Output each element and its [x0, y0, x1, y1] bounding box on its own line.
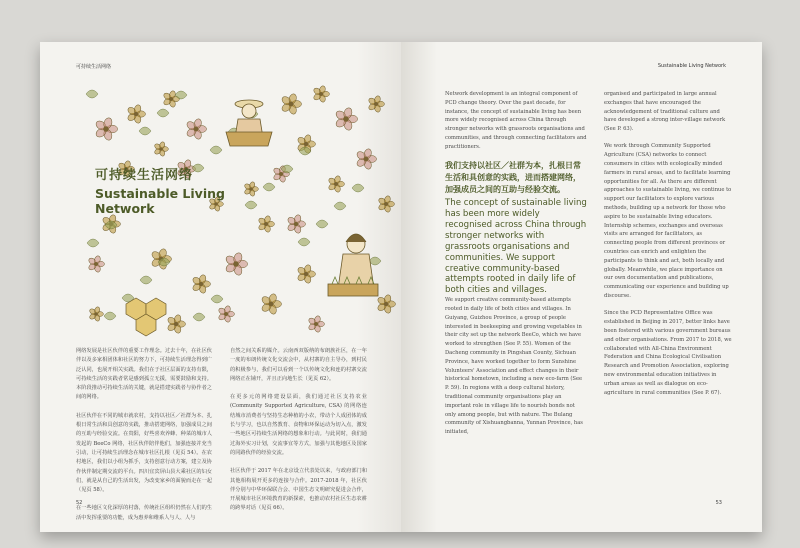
paragraph: 社区伙伴在不同的城市就农村，支持以社区／社群为本、扎根日常生活和具创意的实践，推动搭建网络，加强成员之间的互助与经验交流。在贵阳，好些喜欢养蜂、种菜的城市人发起的 BeeCo 网络，社区伙伴陪伴他们，加强连接并充当引动，让可持续生活理念在城市社区扎根（见页 54）。在农村地区，我们以小组为抓手，支持创意行动方案，建立及协作伙伴制定期交流的平台。四川宜宾屏山县大乘社区的妇女们，就是从自己的生活出发，为改变家乡的面貌而走在一起（见页 58）。 — [76, 412, 212, 494]
leaf-icon — [157, 109, 169, 117]
flower-icon — [185, 118, 206, 140]
leaf-icon — [334, 202, 346, 210]
page-number-left: 52 — [76, 500, 83, 506]
flower-icon — [328, 175, 345, 193]
leaf-icon — [104, 312, 116, 320]
left-page — [40, 42, 401, 532]
paragraph: 在一些地区文化深厚的村落，传统社区组织仍然在人们的生活中发挥重要的功能，成为惠养和维系人与人、人与 — [76, 505, 212, 521]
flower-icon — [260, 293, 281, 315]
running-head-left: 可持续生活网络 — [76, 64, 112, 70]
flower-icon — [258, 215, 275, 233]
leaf-icon — [140, 276, 152, 284]
chinese-body-column-2 — [230, 347, 367, 523]
leaf-icon — [86, 90, 98, 98]
flower-icon — [368, 95, 385, 113]
flower-icon — [378, 195, 395, 213]
leaf-icon — [211, 295, 223, 303]
right-page — [401, 42, 762, 532]
gardener-figure-top — [226, 100, 272, 146]
leaf-icon — [87, 239, 99, 247]
flower-icon — [154, 141, 169, 156]
flower-icon — [88, 255, 105, 273]
flower-icon — [127, 104, 146, 124]
paragraph: 在更多元的网络建设层面，我们通过社区支持农业 (Community Supported Agriculture, CSA) 的网络连结城市消费者与坚持生态种植的小农，带动个人成团体的成长与学习，也以自然教育、食物和环保运动为切入点，激发一些地区可持续生活网络的想象和行动。与此同时，我们通过海外实习计划，交流事宜等方式，加强与其他地区及国家的同路伙伴的经验交流。 — [230, 394, 367, 456]
leaf-icon — [352, 184, 364, 192]
flower-icon — [308, 315, 325, 333]
leaf-icon — [263, 183, 275, 191]
flower-icon — [287, 214, 306, 234]
leaf-icon — [139, 127, 151, 135]
flower-icon — [224, 252, 247, 276]
flower-icon — [94, 117, 117, 141]
paragraph: We work through Community Supported Agriculture (CSA) networks to connect consumers in cities with ecologically minded farmers in rural areas, and to facilitate learning opportunities for all. As there are different approaches to sustainable living, we continue to support our facilitators to explore various methods, building up a network for those who aspire to be sustainable living educators. Internship schemes, exchanges and overseas visits are arranged for facilitators, as connecting people from different provinces or countries can enrich and enlighten the participants to think and act, both locally and globally. Meanwhile, we place importance on our own documentation and publications, communicating our experience and building up discourse. — [604, 143, 732, 300]
paragraph: Network development is an integral component of PCD change theory. Over the past decade, for instance, the concept of sustainable living has been more widely recognised across China through stronger networks with grassroots organisations and communities, and through connecting facilitators and practitioners. — [445, 91, 587, 150]
chinese-body-column-1 — [76, 347, 212, 532]
flower-icon — [218, 305, 235, 323]
flower-icon — [334, 107, 357, 131]
flower-icon — [377, 294, 396, 314]
flower-icon — [244, 181, 259, 196]
leaf-icon — [193, 313, 205, 321]
title-chinese: 可持续生活网络 — [95, 168, 194, 183]
paragraph: Since the PCD Representative Office was established in Beijing in 2017, better links have been fostered with various government bureaus and other organisations. From 2017 to 2018, we collaborated with All-China Environment Federation and China Ecological Civilisation Research and Promotion Association, exploring new environmental education initiatives in urban areas as well as dialogue on eco-agriculture in rural communities (See P. 67). — [604, 310, 732, 396]
paragraph: organised and participated in large annual exchanges that have encouraged the acknowledgement of traditional culture and have developed a strong inter-village network (See P. 63). — [604, 91, 726, 133]
flower-icon — [280, 93, 301, 115]
english-body-column-1 — [445, 90, 587, 445]
section-title — [95, 164, 225, 216]
pull-quote-chinese: 我们支持以社区／社群为本，扎根日常生活和具创意的实践，进而搭建网络，加强成员之间的互助与经验交流。 — [445, 161, 581, 195]
leaf-icon — [245, 201, 257, 209]
title-english-line1: Sustainable Living — [95, 186, 225, 201]
bee-hive-cluster — [126, 298, 166, 336]
paragraph: 网络发展是社区伙伴的重要工作理念。过去十年，在社区伙伴以及多家相团体和社区的努力下，可持续生活理念得到广泛认同，也展开相关实践。我们在于社区层面的支持有限，可持续生活的实践者常是感到孤立无援，需要鼓励和支持。本阶段推动可持续生活的关键，就是搭建实践者与协作者之间的网络。 — [76, 348, 212, 401]
gardener-figure-right — [328, 234, 378, 296]
flower-icon — [355, 148, 376, 170]
paragraph: 社区伙伴于 2017 年在北京设立代表处以来，与政府部门和其他相构展开更多的连接与合作。2017-2018 年，社区伙伴分别与中华环保联合会、中国生态文明研究促进会合作，开展城市社区环境教育的新探索，也推动农村社区生态农耕的跨界对话（见页 66）。 — [230, 468, 367, 512]
paragraph: We support creative community-based attempts rooted in daily life of both cities and villages. In Guiyang, Guizhou Province, a group of people interested in beekeeping and growing vegetables in their city set up the network BeeCo, which we have worked to strengthen (See P. 55). Women of the Dacheng community in Pingshan County, Sichuan Province, have worked together to form Sunshine Volunteers' Association and effect changes in their historical hometown, including a new eco-farm (See P. 59). In regions with a deep cultural history, traditional community organisations play an important role in village life to nourish bonds not only among people, but with nature. The Bulang community of Xishuangbanna, Yunnan Province, has initiated, — [445, 297, 583, 436]
flower-icon — [313, 85, 330, 103]
flower-icon — [192, 274, 211, 294]
flower-icon — [297, 264, 316, 284]
leaf-icon — [210, 146, 222, 154]
book-spread — [40, 42, 762, 532]
leaf-icon — [316, 220, 328, 228]
title-english-line2: Network — [95, 201, 155, 216]
paragraph: 自然之间关系的媒介。云南西双版纳的布朗族社区，在一年一度的布朗传统文化交流会中，从村寨的自主导办，到村民的积极参与，我们可以看到一个以传统文化和连的村寨交流网络正在铺开，并且正向地生长（见页 62）。 — [230, 348, 367, 382]
page-number-right: 53 — [715, 500, 722, 506]
pull-quote-english: The concept of sustainable living has been more widely recognised across China through stronger networks with grassroots organisations and communities. We support creative community-based attempts rooted in daily life of both cities and villages. — [445, 198, 587, 296]
flower-icon — [89, 306, 104, 321]
flower-icon — [167, 314, 186, 334]
running-head-right: Sustainable Living Network — [657, 63, 726, 69]
english-body-column-2 — [604, 90, 732, 406]
leaf-icon — [298, 238, 310, 246]
